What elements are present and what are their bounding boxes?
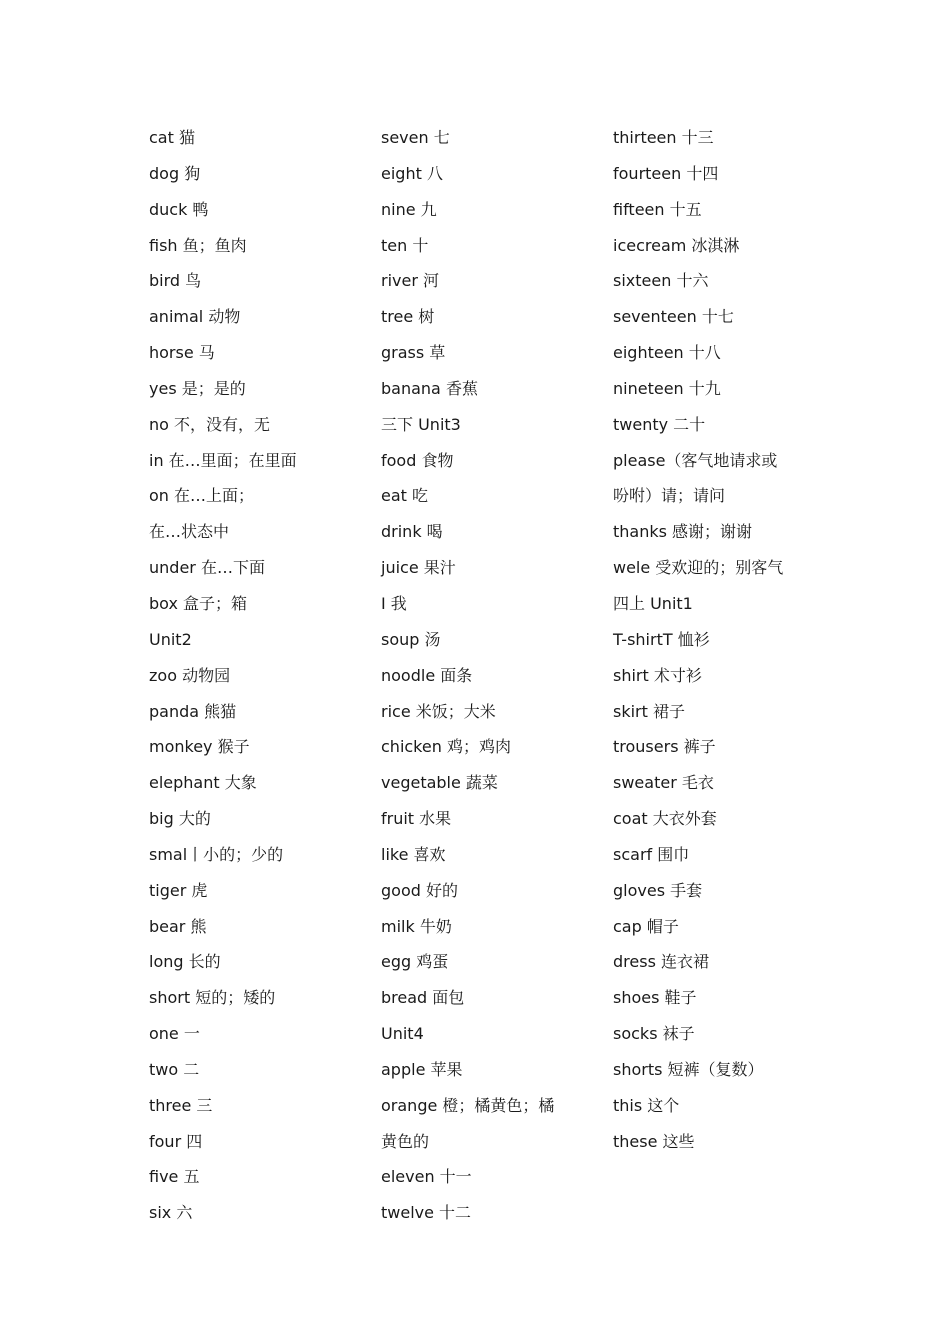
vocab-entry: monkey 猴子 — [149, 737, 250, 757]
vocab-entry: eat 吃 — [381, 486, 429, 506]
vocab-entry: grass 草 — [381, 343, 446, 363]
vocab-entry: four 四 — [149, 1131, 203, 1151]
vocab-entry: box 盒子；箱 — [149, 593, 248, 613]
vocab-entry: banana 香蕉 — [381, 378, 478, 398]
vocab-entry: in 在…里面；在里面 — [149, 450, 297, 470]
vocab-entry: cat 猫 — [149, 128, 195, 147]
vocab-entry: food 食物 — [381, 450, 454, 470]
vocab-entry: 三下 Unit3 — [381, 414, 461, 434]
vocab-column-1 — [149, 124, 381, 1235]
vocab-entry: egg 鸡蛋 — [381, 952, 449, 972]
vocab-entry: scarf 围巾 — [613, 844, 690, 864]
vocab-entry: big 大的 — [149, 809, 211, 829]
vocab-entry: fruit 水果 — [381, 809, 452, 829]
vocab-entry: five 五 — [149, 1167, 200, 1187]
vocab-entry: drink 喝 — [381, 522, 443, 542]
vocab-entry: dog 狗 — [149, 163, 201, 183]
vocab-entry: juice 果汁 — [381, 558, 456, 578]
vocab-entry: bird 鸟 — [149, 271, 202, 291]
vocab-entry: T-shirtT 恤衫 — [613, 629, 710, 649]
vocab-entry: like 喜欢 — [381, 844, 446, 864]
vocab-entry: 黄色的 — [381, 1131, 430, 1151]
vocab-entry: zoo 动物园 — [149, 665, 231, 685]
vocab-entry: ten 十 — [381, 235, 429, 255]
vocab-entry: elephant 大象 — [149, 773, 257, 793]
vocab-entry: shorts 短裤（复数） — [613, 1059, 764, 1079]
vocab-entry: panda 熊猫 — [149, 701, 237, 721]
vocab-entry: good 好的 — [381, 880, 458, 900]
vocab-entry: icecream 冰淇淋 — [613, 235, 740, 255]
vocab-entry: trousers 裤子 — [613, 737, 716, 757]
vocab-entry: I 我 — [381, 593, 407, 613]
vocab-entry: six 六 — [149, 1203, 193, 1223]
vocab-entry: two 二 — [149, 1059, 200, 1079]
vocab-entry: thirteen 十三 — [613, 128, 714, 147]
vocab-entry: shirt 术寸衫 — [613, 665, 702, 685]
vocab-entry: eighteen 十八 — [613, 343, 721, 363]
vocab-entry: chicken 鸡；鸡肉 — [381, 737, 511, 757]
vocab-entry: twelve 十二 — [381, 1203, 472, 1223]
vocab-entry: eight 八 — [381, 163, 443, 183]
vocab-entry: soup 汤 — [381, 629, 441, 649]
vocab-entry: bread 面包 — [381, 988, 465, 1008]
vocab-entry: coat 大衣外套 — [613, 809, 717, 829]
vocab-entry: cap 帽子 — [613, 916, 679, 936]
vocab-entry: skirt 裙子 — [613, 701, 685, 721]
vocab-entry: sweater 毛衣 — [613, 773, 714, 793]
vocab-entry: 吩咐）请；请问 — [613, 486, 726, 506]
vocab-entry: on 在…上面； — [149, 486, 255, 506]
vocab-entry: one 一 — [149, 1024, 200, 1044]
vocab-entry: bear 熊 — [149, 916, 207, 936]
vocab-entry: these 这些 — [613, 1131, 695, 1151]
vocab-entry: smal丨小的；少的 — [149, 844, 284, 864]
vocab-entry: noodle 面条 — [381, 665, 473, 685]
vocab-entry: milk 牛奶 — [381, 916, 452, 936]
vocab-entry: vegetable 蔬菜 — [381, 773, 498, 793]
vocab-entry: gloves 手套 — [613, 880, 703, 900]
vocab-entry: dress 连衣裙 — [613, 952, 709, 972]
vocab-entry: 在…状态中 — [149, 522, 230, 542]
vocab-entry: fourteen 十四 — [613, 163, 719, 183]
vocab-entry: short 短的；矮的 — [149, 988, 276, 1008]
vocab-entry: nine 九 — [381, 199, 437, 219]
vocab-entry: long 长的 — [149, 952, 221, 972]
vocab-entry: seventeen 十七 — [613, 307, 734, 327]
vocab-entry: no 不，没有，无 — [149, 414, 271, 434]
vocab-entry: shoes 鞋子 — [613, 988, 697, 1008]
vocab-entry: rice 米饭；大米 — [381, 701, 496, 721]
vocab-entry: wele 受欢迎的；别客气 — [613, 558, 784, 578]
vocab-entry: please（客气地请求或 — [613, 450, 778, 470]
vocab-entry: thanks 感谢；谢谢 — [613, 522, 753, 542]
vocab-entry: river 河 — [381, 271, 440, 291]
vocab-entry: three 三 — [149, 1095, 213, 1115]
vocab-entry: eleven 十一 — [381, 1167, 472, 1187]
vocab-entry: this 这个 — [613, 1095, 680, 1115]
vocab-entry: under 在…下面 — [149, 558, 265, 578]
vocab-entry: Unit4 — [381, 1024, 424, 1044]
vocab-entry: Unit2 — [149, 629, 192, 649]
vocab-entry: 四上 Unit1 — [613, 593, 693, 613]
vocab-entry: yes 是；是的 — [149, 378, 246, 398]
vocab-entry: fish 鱼；鱼肉 — [149, 235, 247, 255]
vocab-entry: twenty 二十 — [613, 414, 706, 434]
vocab-entry: orange 橙；橘黄色；橘 — [381, 1095, 555, 1115]
vocab-entry: seven 七 — [381, 128, 450, 147]
vocab-entry: socks 袜子 — [613, 1024, 695, 1044]
vocab-entry: tree 树 — [381, 307, 435, 327]
vocab-entry: animal 动物 — [149, 307, 241, 327]
vocab-entry: horse 马 — [149, 343, 215, 363]
vocab-column-3 — [613, 124, 813, 1163]
vocab-entry: nineteen 十九 — [613, 378, 721, 398]
vocab-column-2 — [381, 124, 613, 1235]
vocab-entry: fifteen 十五 — [613, 199, 702, 219]
vocab-entry: tiger 虎 — [149, 880, 208, 900]
vocab-entry: apple 苹果 — [381, 1059, 463, 1079]
vocab-entry: duck 鸭 — [149, 199, 209, 219]
vocab-entry: sixteen 十六 — [613, 271, 709, 291]
